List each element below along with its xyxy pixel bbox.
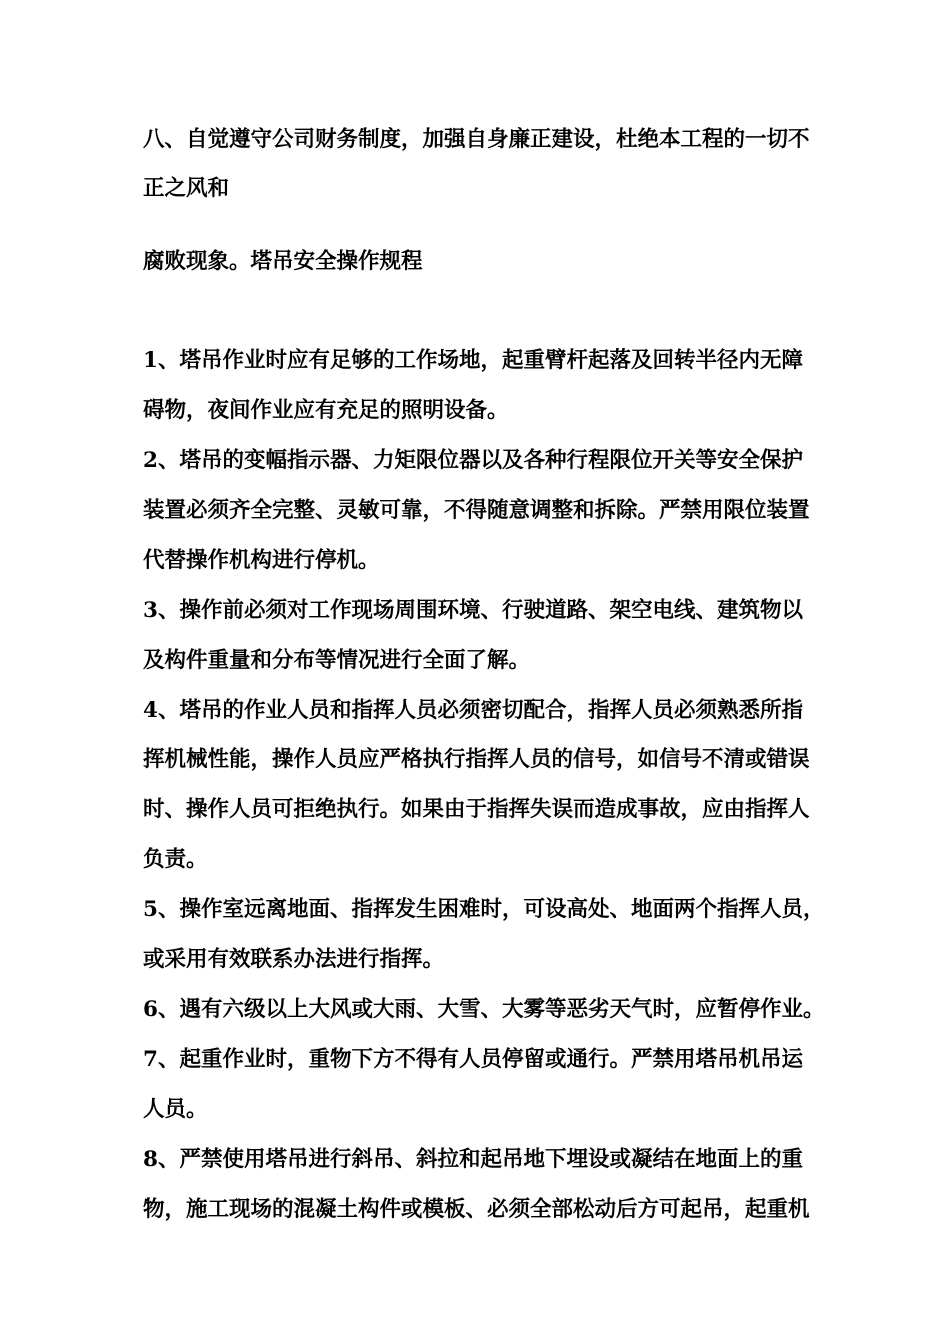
text-line-12: 挥机械性能，操作人员应严格执行指挥人员的信号，如信号不清或错误: [143, 747, 810, 772]
text-line-20: 8、严禁使用塔吊进行斜吊、斜拉和起吊地下埋设或凝结在地面上的重: [143, 1147, 803, 1172]
text-line-1: 八、自觉遵守公司财务制度，加强自身廉正建设，杜绝本工程的一切不: [143, 127, 810, 152]
text-line-21: 物，施工现场的混凝土构件或模板、必须全部松动后方可起吊，起重机: [143, 1197, 810, 1222]
text-line-4: 1、塔吊作业时应有足够的工作场地，起重臂杆起落及回转半径内无障: [143, 348, 803, 373]
text-line-15: 5、操作室远离地面、指挥发生困难时，可设高处、地面两个指挥人员，: [143, 897, 825, 922]
text-line-9: 3、操作前必须对工作现场周围环境、行驶道路、架空电线、建筑物以: [143, 598, 803, 623]
text-line-10: 及构件重量和分布等情况进行全面了解。: [143, 648, 531, 673]
text-line-13: 时、操作人员可拒绝执行。如果由于指挥失误而造成事故，应由指挥人: [143, 797, 810, 822]
text-line-8: 代替操作机构进行停机。: [143, 548, 380, 573]
text-line-6: 2、塔吊的变幅指示器、力矩限位器以及各种行程限位开关等安全保护: [143, 448, 803, 473]
text-line-19: 人员。: [143, 1097, 208, 1122]
text-line-11: 4、塔吊的作业人员和指挥人员必须密切配合，指挥人员必须熟悉所指: [143, 698, 803, 723]
text-line-18: 7、起重作业时，重物下方不得有人员停留或通行。严禁用塔吊机吊运: [143, 1047, 803, 1072]
text-line-7: 装置必须齐全完整、灵敏可靠，不得随意调整和拆除。严禁用限位装置: [143, 498, 810, 523]
text-line-5: 碍物，夜间作业应有充足的照明设备。: [143, 398, 509, 423]
text-line-3: 腐败现象。塔吊安全操作规程: [143, 249, 423, 274]
text-line-17: 6、遇有六级以上大风或大雨、大雪、大雾等恶劣天气时，应暂停作业。: [143, 997, 825, 1022]
text-line-16: 或采用有效联系办法进行指挥。: [143, 947, 445, 972]
text-line-14: 负责。: [143, 847, 208, 872]
text-line-2: 正之风和: [143, 176, 230, 201]
